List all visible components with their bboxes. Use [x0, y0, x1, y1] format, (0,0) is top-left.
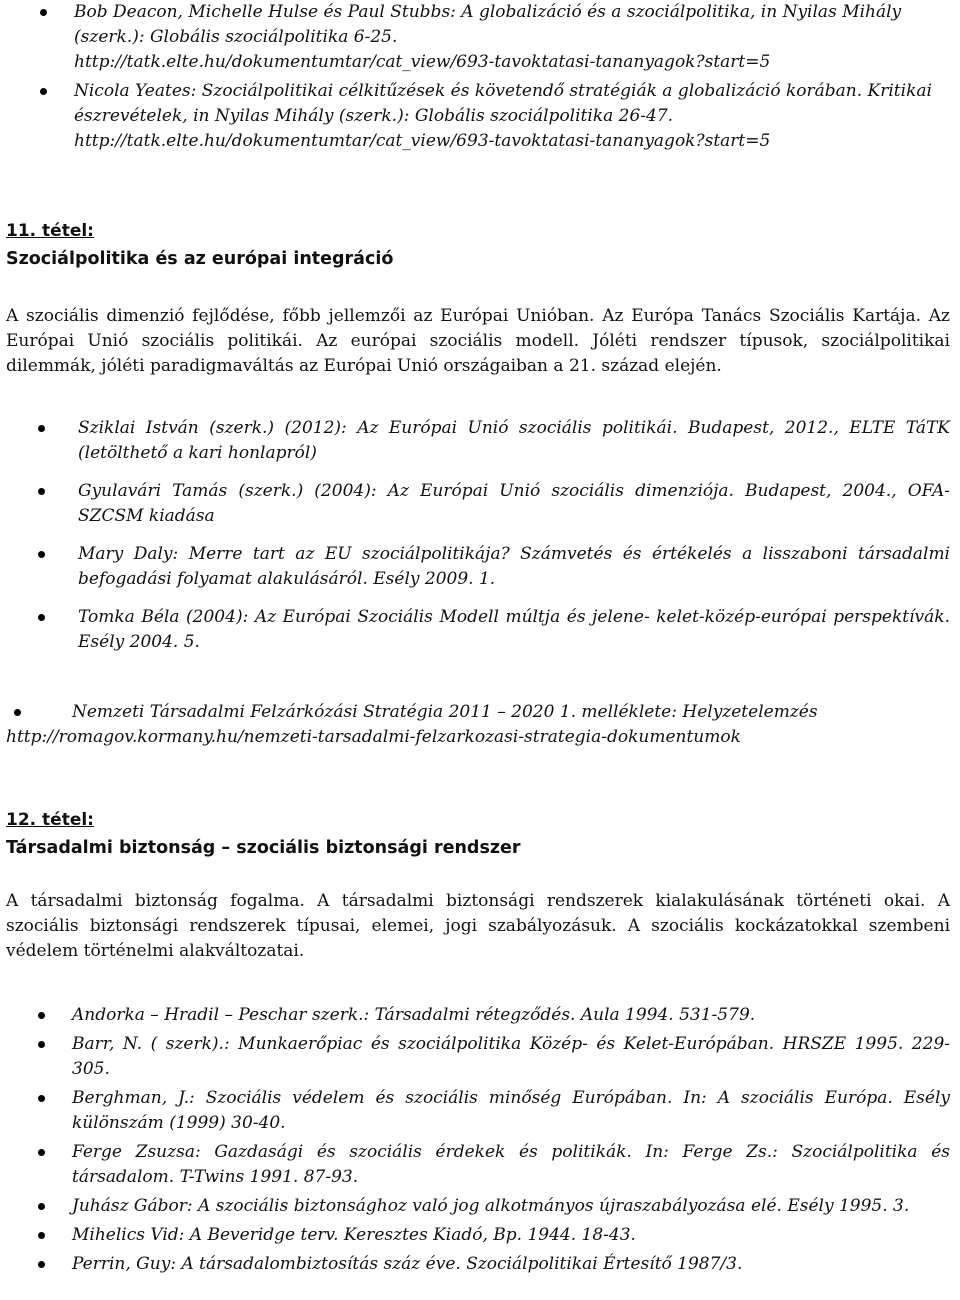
reference-link[interactable]: http://tatk.elte.hu/dokumentumtar/cat_view/693-tavoktatasi-tananyagok?start=5	[74, 131, 771, 151]
list-item	[6, 1003, 950, 1028]
reference-link[interactable]: http://tatk.elte.hu/dokumentumtar/cat_view/693-tavoktatasi-tananyagok?start=5	[74, 52, 771, 72]
bullet-icon	[14, 709, 21, 716]
list-item	[6, 1194, 950, 1219]
section-12-number: 12. tétel:	[6, 810, 94, 830]
list-item	[32, 0, 956, 75]
reference-text: Mary Daly: Merre tart az EU szociálpolitikája? Számvetés és értékelés a lisszaboni társadalmi befogadási folyamat alakulásáról. Esély 2009. 1.	[78, 544, 950, 589]
list-item	[6, 416, 950, 466]
reference-text: Gyulavári Tamás (szerk.) (2004): Az Európai Unió szociális dimenziója. Budapest, 2004., OFA-SZCSM kiadása	[78, 481, 950, 526]
reference-link[interactable]: http://romagov.kormany.hu/nemzeti-tarsadalmi-felzarkozasi-strategia-dokumentumok	[6, 727, 741, 747]
list-item	[6, 479, 950, 529]
bullet-icon	[38, 1149, 45, 1156]
reference-text: Barr, N. ( szerk).: Munkaerőpiac és szociálpolitika Közép- és Kelet-Európában. HRSZE 1995. 229-305.	[72, 1034, 950, 1079]
bullet-icon	[38, 1232, 45, 1239]
reference-text: Sziklai István (szerk.) (2012): Az Európai Unió szociális politikái. Budapest, 2012., ELTE TáTK (letölthető a kari honlapról)	[78, 418, 950, 463]
list-item	[6, 1032, 950, 1082]
bullet-icon	[38, 1261, 45, 1268]
list-item	[32, 79, 956, 154]
bullet-icon	[38, 425, 45, 432]
bullet-icon	[38, 488, 45, 495]
list-item	[6, 542, 950, 592]
bullet-icon	[38, 614, 45, 621]
reference-text: Bob Deacon, Michelle Hulse és Paul Stubbs: A globalizáció és a szociálpolitika, in Nyilas Mihály (szerk.): Globális szociálpolitika 6-25.	[74, 2, 902, 47]
strategy-reference	[6, 700, 950, 750]
reference-text: Nemzeti Társadalmi Felzárkózási Stratégia 2011 – 2020 1. melléklete: Helyzetelemzés	[72, 702, 818, 722]
list-item	[6, 1223, 950, 1248]
top-reference-list	[32, 0, 956, 158]
list-item	[6, 605, 950, 655]
bullet-icon	[40, 88, 47, 95]
section-12-reference-list	[6, 1003, 950, 1281]
section-11-number: 11. tétel:	[6, 221, 94, 241]
reference-text: Mihelics Vid: A Beveridge terv. Keresztes Kiadó, Bp. 1944. 18-43.	[72, 1225, 636, 1245]
section-11-reference-list	[6, 416, 950, 668]
reference-text: Tomka Béla (2004): Az Európai Szociális Modell múltja és jelene- kelet-közép-európai perspektívák. Esély 2004. 5.	[78, 607, 950, 652]
section-12-title: Társadalmi biztonság – szociális biztonsági rendszer	[6, 838, 521, 858]
list-item	[6, 1140, 950, 1190]
list-item	[6, 1252, 950, 1277]
reference-text: Nicola Yeates: Szociálpolitikai célkitűzések és követendő stratégiák a globalizáció korában. Kritikai észrevételek, in Nyilas Mihály (szerk.): Globális szociálpolitika 26-47.	[74, 81, 932, 126]
bullet-icon	[38, 1095, 45, 1102]
reference-text: Perrin, Guy: A társadalombiztosítás száz éve. Szociálpolitikai Értesítő 1987/3.	[72, 1254, 743, 1274]
bullet-icon	[38, 1203, 45, 1210]
section-11-body: A szociális dimenzió fejlődése, főbb jellemzői az Európai Unióban. Az Európa Tanács Szociális Kartája. Az Európai Unió szociális politikái. Az európai szociális modell. Jóléti rendszer típusok, szociálpolitikai dilemmák, jóléti paradigmaváltás az Európai Unió országaiban a 21. század elején.	[6, 306, 950, 376]
reference-text: Berghman, J.: Szociális védelem és szociális minőség Európában. In: A szociális Európa. Esély különszám (1999) 30-40.	[72, 1088, 950, 1133]
list-item	[6, 1086, 950, 1136]
bullet-icon	[38, 1041, 45, 1048]
section-12-body: A társadalmi biztonság fogalma. A társadalmi biztonsági rendszerek kialakulásának történeti okai. A szociális biztonsági rendszerek típusai, elemei, jogi szabályozásuk. A szociális kockázatokkal szembeni védelem történelmi alakváltozatai.	[6, 891, 950, 961]
section-11-title: Szociálpolitika és az európai integráció	[6, 249, 394, 269]
reference-text: Andorka – Hradil – Peschar szerk.: Társadalmi rétegződés. Aula 1994. 531-579.	[72, 1005, 756, 1025]
bullet-icon	[40, 9, 47, 16]
bullet-icon	[38, 1012, 45, 1019]
reference-text: Ferge Zsuzsa: Gazdasági és szociális érdekek és politikák. In: Ferge Zs.: Szociálpolitika és társadalom. T-Twins 1991. 87-93.	[72, 1142, 950, 1187]
reference-text: Juhász Gábor: A szociális biztonsághoz való jog alkotmányos újraszabályozása elé. Esély 1995. 3.	[72, 1196, 910, 1216]
bullet-icon	[38, 551, 45, 558]
